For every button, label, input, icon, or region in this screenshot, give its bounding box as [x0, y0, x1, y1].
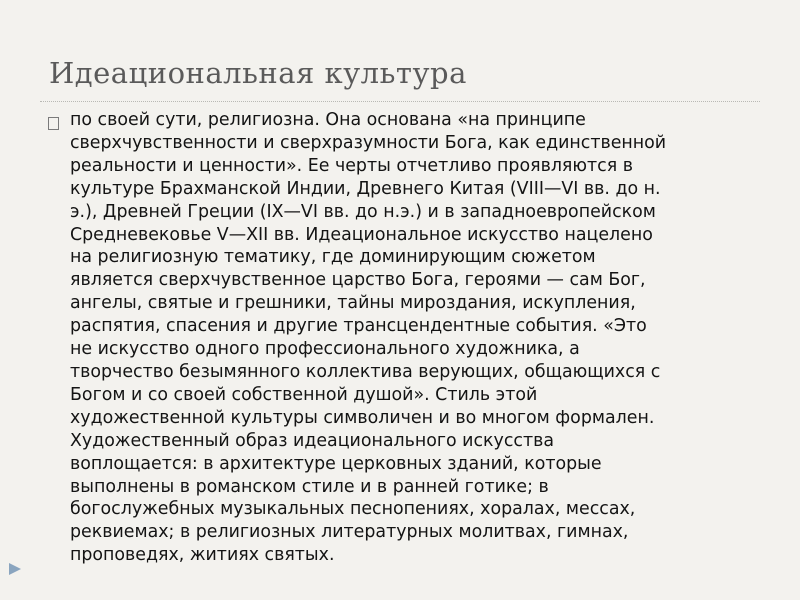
- body-line: реквиемах; в религиозных литературных молитвах, гимнах,: [70, 522, 629, 543]
- body-line: Средневековье V—XII вв. Идеациональное искусство нацелено: [70, 224, 653, 245]
- slide-title: Идеациональная культура: [49, 56, 467, 90]
- body-line: богослужебных музыкальных песнопениях, хоралах, мессах,: [70, 499, 636, 520]
- body-line: выполнены в романском стиле и в ранней готике; в: [70, 476, 549, 497]
- body-line: проповедях, житиях святых.: [70, 545, 335, 566]
- title-divider: [40, 101, 760, 102]
- body-line: воплощается: в архитектуре церковных зданий, которые: [70, 453, 602, 474]
- body-line: ангелы, святые и грешники, тайны мироздания, искупления,: [70, 293, 636, 314]
- triangle-arrow-icon[interactable]: [8, 561, 22, 575]
- body-line: Богом и со своей собственной душой». Стиль этой: [70, 384, 538, 405]
- body-line: художественной культуры символичен и во многом формален.: [70, 407, 655, 428]
- body-line: на религиозную тематику, где доминирующим сюжетом: [70, 247, 596, 268]
- body-line: не искусство одного профессионального художника, а: [70, 339, 580, 360]
- body-line: является сверхчувственное царство Бога, героями — сам Бог,: [70, 270, 646, 291]
- body-line: сверхчувственности и сверхразумности Бога, как единственной: [70, 132, 667, 153]
- body-line: культуре Брахманской Индии, Древнего Китая (VIII—VI вв. до н.: [70, 178, 661, 199]
- square-bullet-icon: [48, 117, 59, 130]
- body-line: по своей сути, религиозна. Она основана «на принципе: [70, 110, 586, 130]
- slide-body-text: [70, 109, 762, 567]
- body-line: распятия, спасения и другие трансцендентные события. «Это: [70, 316, 647, 337]
- body-line: творчество безымянного коллектива верующих, общающихся с: [70, 361, 661, 382]
- body-line: Художественный образ идеационального искусства: [70, 430, 554, 451]
- body-line: реальности и ценности». Ее черты отчетливо проявляются в: [70, 155, 633, 176]
- body-line: э.), Древней Греции (IX—VI вв. до н.э.) и в западноевропейском: [70, 201, 656, 222]
